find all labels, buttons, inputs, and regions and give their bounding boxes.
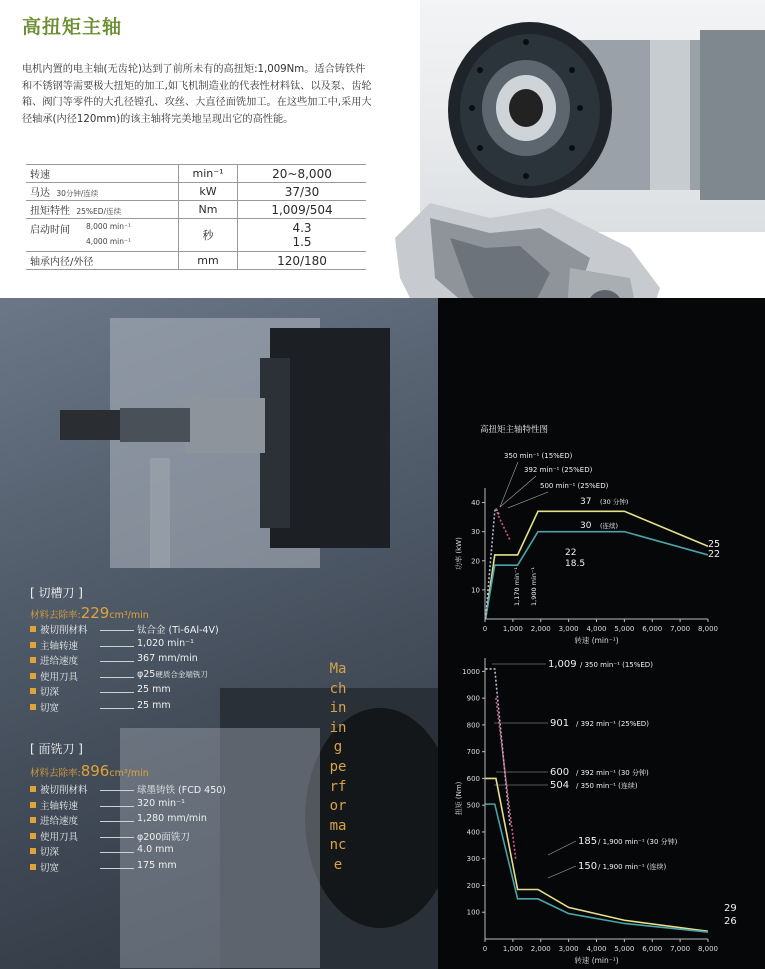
param-value-text: 球墨铸铁 (FCD 450): [137, 785, 226, 796]
machining-photo-panel: [0, 298, 438, 969]
bullet-square: [30, 688, 36, 694]
bullet-square: [30, 802, 36, 808]
rate-value: 896: [80, 762, 110, 780]
param-value-text: 367 mm/min: [137, 653, 198, 664]
grooving-param-row: [30, 653, 350, 669]
chart-title: 高扭矩主轴特性图: [480, 425, 549, 435]
param-value: [137, 798, 185, 809]
spec-label: 马达: [30, 188, 50, 199]
characteristic-charts: [438, 298, 765, 969]
chart-panel: [438, 298, 765, 969]
x-tick-label: 0: [482, 625, 488, 633]
y-tick-label: 200: [466, 881, 480, 890]
param-label: 被切削材料: [40, 785, 88, 796]
param-label: 进给速度: [40, 816, 79, 827]
chart-annotation: 26: [724, 916, 737, 927]
series-line-0: [486, 778, 708, 931]
x-tick-label: 8,000: [697, 945, 719, 953]
chart-annotation: 1,170 min⁻¹: [513, 567, 521, 606]
param-value: [137, 813, 207, 824]
spec-value: 120/180: [238, 252, 367, 270]
leader-line: [100, 806, 134, 807]
spec-label: 轴承内径/外径: [30, 257, 94, 268]
chart-annotation: 185: [578, 836, 598, 847]
spec-row-torque: [26, 201, 366, 219]
y-tick-label: 600: [466, 774, 480, 783]
rate-value: 229: [80, 604, 110, 622]
x-tick-label: 4,000: [586, 625, 607, 633]
chart-annotation: / 392 min⁻¹ (25%ED): [576, 720, 649, 728]
spec-unit: kW: [179, 183, 238, 201]
bullet-square: [30, 642, 36, 648]
intro-paragraph: 电机内置的电主轴(无齿轮)达到了前所未有的高扭矩:1,009Nm。适合铸铁件和不锈钢等需要极大扭矩的加工,如飞机制造业的代表性材料钛、以及泵、齿轮箱、阀门等零件的大孔径镗孔、攻丝、大直径面铣加工。在这些加工中,采用大径轴承(内径120mm)的该主轴将完美地呈现出它的高性能。: [22, 64, 372, 125]
param-value-text: 175 mm: [137, 859, 177, 871]
param-value: [137, 653, 198, 664]
param-value-text: 320 min⁻¹: [137, 797, 185, 809]
x-tick-label: 7,000: [670, 625, 691, 633]
grooving-param-row: [30, 684, 350, 700]
y-tick-label: 30: [471, 528, 480, 537]
spec-label: 扭矩特性: [30, 206, 70, 217]
x-tick-label: 5,000: [614, 945, 635, 953]
y-tick-label: 40: [471, 499, 480, 508]
param-label: 切深: [40, 847, 60, 858]
x-tick-label: 3,000: [558, 945, 579, 953]
param-value-text: φ200面铣刀: [137, 831, 190, 843]
param-value-text: 1,280 mm/min: [137, 813, 207, 824]
annotation-leader: [548, 841, 576, 855]
chart-annotation: (连续): [600, 522, 619, 530]
y-tick-label: 500: [466, 801, 480, 810]
chart-annotation: / 392 min⁻¹ (30 分钟): [576, 769, 649, 777]
spec-unit: Nm: [179, 201, 238, 219]
spec-unit: min⁻¹: [179, 165, 238, 183]
chart-annotation: 1,009: [548, 659, 577, 670]
bullet-square: [30, 833, 36, 839]
param-value-text: 1,020 min⁻¹: [137, 637, 194, 649]
spec-value: 4.3: [292, 221, 312, 235]
chart-annotation: / 350 min⁻¹ (15%ED): [580, 661, 653, 669]
vertical-caption: Machining performance: [329, 661, 347, 873]
spec-row-bearing: [26, 252, 366, 270]
param-value: [137, 684, 171, 695]
spec-sublabel: 30分钟/连续: [56, 189, 99, 198]
param-label: 主轴转速: [40, 640, 79, 652]
param-label: 切宽: [40, 862, 60, 874]
leader-line: [100, 708, 134, 709]
leader-line: [100, 677, 134, 678]
param-label: 主轴转速: [40, 800, 79, 812]
leader-line: [100, 630, 134, 631]
y-tick-label: 400: [466, 828, 480, 837]
spec-label: 转速: [30, 170, 50, 181]
annotation-leader: [500, 462, 518, 507]
param-label: 使用刀具: [40, 831, 79, 843]
annotation-leader: [548, 866, 576, 878]
series-line-2: [486, 669, 511, 827]
param-value: [137, 669, 208, 680]
spec-row-startup: [26, 219, 366, 252]
y-tick-label: 20: [471, 557, 480, 566]
leader-line: [100, 790, 134, 791]
chart-annotation: 500 min⁻¹ (25%ED): [540, 482, 609, 490]
spec-label: 启动时间: [30, 225, 70, 236]
leader-line: [100, 661, 134, 662]
bullet-square: [30, 848, 36, 854]
chart-annotation: 504: [550, 780, 570, 791]
param-value-text: 钛合金 (Ti-6Al-4V): [137, 625, 219, 636]
chart-annotation: / 1,900 min⁻¹ (30 分钟): [598, 838, 678, 846]
x-axis-label: 转速 (min⁻¹): [574, 636, 619, 645]
param-label: 使用刀具: [40, 671, 79, 683]
y-axis-label: 扭矩 (Nm): [455, 781, 463, 816]
spec-sublabel: 4,000 min⁻¹: [86, 237, 131, 246]
x-tick-label: 8,000: [697, 625, 719, 633]
param-value: [137, 844, 174, 855]
page-title: 高扭矩主轴: [22, 16, 123, 38]
y-tick-label: 10: [471, 586, 480, 595]
spec-row-motor: [26, 183, 366, 201]
facemill-title: [ 面铣刀 ]: [30, 742, 83, 756]
x-tick-label: 4,000: [586, 945, 607, 953]
bullet-square: [30, 786, 36, 792]
leader-line: [100, 852, 134, 853]
leader-line: [100, 868, 134, 869]
x-tick-label: 0: [482, 945, 488, 953]
param-value-note: 硬质合金端铣刀: [155, 669, 208, 679]
y-tick-label: 1000: [462, 667, 480, 676]
rate-label: 材料去除率:: [30, 768, 81, 779]
chart-annotation: 29: [724, 903, 737, 914]
chart-annotation: 392 min⁻¹ (25%ED): [524, 466, 593, 474]
bullet-square: [30, 864, 36, 870]
facemill-param-row: [30, 844, 350, 860]
x-tick-label: 6,000: [642, 945, 663, 953]
chart-annotation: 25: [708, 539, 721, 550]
x-tick-label: 1,000: [502, 625, 523, 633]
leader-line: [100, 837, 134, 838]
spec-value: 20~8,000: [238, 165, 367, 183]
facemill-param-row: [30, 860, 350, 876]
param-value: [137, 622, 219, 636]
param-value: [137, 860, 177, 871]
spec-value: 37/30: [238, 183, 367, 201]
y-tick-label: 900: [466, 694, 480, 703]
bullet-square: [30, 673, 36, 679]
facemill-param-row: [30, 829, 350, 845]
spec-sublabel: 25%ED/连续: [76, 207, 122, 216]
chart-annotation: 600: [550, 767, 570, 778]
y-tick-label: 800: [466, 721, 480, 730]
x-tick-label: 3,000: [558, 625, 579, 633]
series-line-3: [496, 698, 516, 859]
leader-line: [100, 821, 134, 822]
chart-annotation: 37: [580, 497, 592, 507]
param-value-text: 4.0 mm: [137, 844, 174, 855]
spec-sublabel: 8,000 min⁻¹: [86, 222, 131, 231]
param-value: [137, 638, 194, 649]
grooving-param-row: [30, 669, 350, 685]
param-value: [137, 700, 171, 711]
grooving-title: [ 切槽刀 ]: [30, 586, 83, 600]
x-tick-label: 7,000: [670, 945, 691, 953]
param-value: [137, 829, 190, 843]
chart-annotation: (30 分钟): [600, 498, 629, 506]
grooving-param-row: [30, 700, 350, 716]
y-tick-label: 300: [466, 855, 480, 864]
x-tick-label: 2,000: [530, 945, 551, 953]
series-line-2: [486, 508, 499, 619]
chart-annotation: / 350 min⁻¹ (连续): [576, 782, 638, 790]
param-value-text: 25 mm: [137, 684, 171, 695]
x-tick-label: 6,000: [642, 625, 663, 633]
rate-unit: cm³/min: [109, 768, 149, 779]
chart-annotation: 30: [580, 521, 592, 531]
param-value-text: 25 mm: [137, 699, 171, 711]
leader-line: [100, 646, 134, 647]
y-tick-label: 700: [466, 748, 480, 757]
param-value: [137, 782, 226, 796]
y-axis-label: 功率 (kW): [455, 537, 463, 570]
param-label: 切深: [40, 687, 60, 698]
spec-value: 1.5: [292, 235, 312, 249]
bullet-square: [30, 817, 36, 823]
x-axis-label: 转速 (min⁻¹): [574, 956, 619, 965]
param-label: 切宽: [40, 702, 60, 714]
spec-unit: mm: [179, 252, 238, 270]
spec-row-speed: [26, 165, 366, 183]
x-tick-label: 2,000: [530, 625, 551, 633]
rate-label: 材料去除率:: [30, 610, 81, 621]
facemill-param-row: [30, 813, 350, 829]
series-line-3: [496, 508, 510, 540]
bullet-square: [30, 626, 36, 632]
chart-annotation: 18.5: [565, 559, 586, 569]
facemill-rate: [30, 762, 149, 780]
facemill-param-row: [30, 798, 350, 814]
facemill-param-row: [30, 782, 350, 798]
leader-line: [100, 692, 134, 693]
chart-annotation: 350 min⁻¹ (15%ED): [504, 452, 573, 460]
x-tick-label: 5,000: [614, 625, 635, 633]
bullet-square: [30, 704, 36, 710]
annotation-leader: [500, 476, 536, 507]
chart-annotation: 22: [708, 549, 721, 560]
chart-annotation: 1,900 min⁻¹: [530, 567, 538, 606]
chart-annotation: / 1,900 min⁻¹ (连续): [598, 863, 667, 871]
param-label: 进给速度: [40, 656, 79, 667]
spec-value: 1,009/504: [238, 201, 367, 219]
grooving-rate: [30, 604, 149, 622]
param-value-text: φ25: [137, 668, 156, 680]
grooving-param-row: [30, 638, 350, 654]
rate-unit: cm³/min: [109, 610, 149, 621]
chart-annotation: 901: [550, 718, 570, 729]
bullet-square: [30, 657, 36, 663]
chart-annotation: 22: [565, 548, 577, 558]
annotation-leader: [508, 492, 548, 508]
spec-table: [26, 164, 366, 270]
y-tick-label: 100: [466, 908, 480, 917]
chart-annotation: 150: [578, 861, 598, 872]
spec-unit: 秒: [179, 219, 238, 252]
param-label: 被切削材料: [40, 625, 88, 636]
x-tick-label: 1,000: [502, 945, 523, 953]
grooving-param-row: [30, 622, 350, 638]
